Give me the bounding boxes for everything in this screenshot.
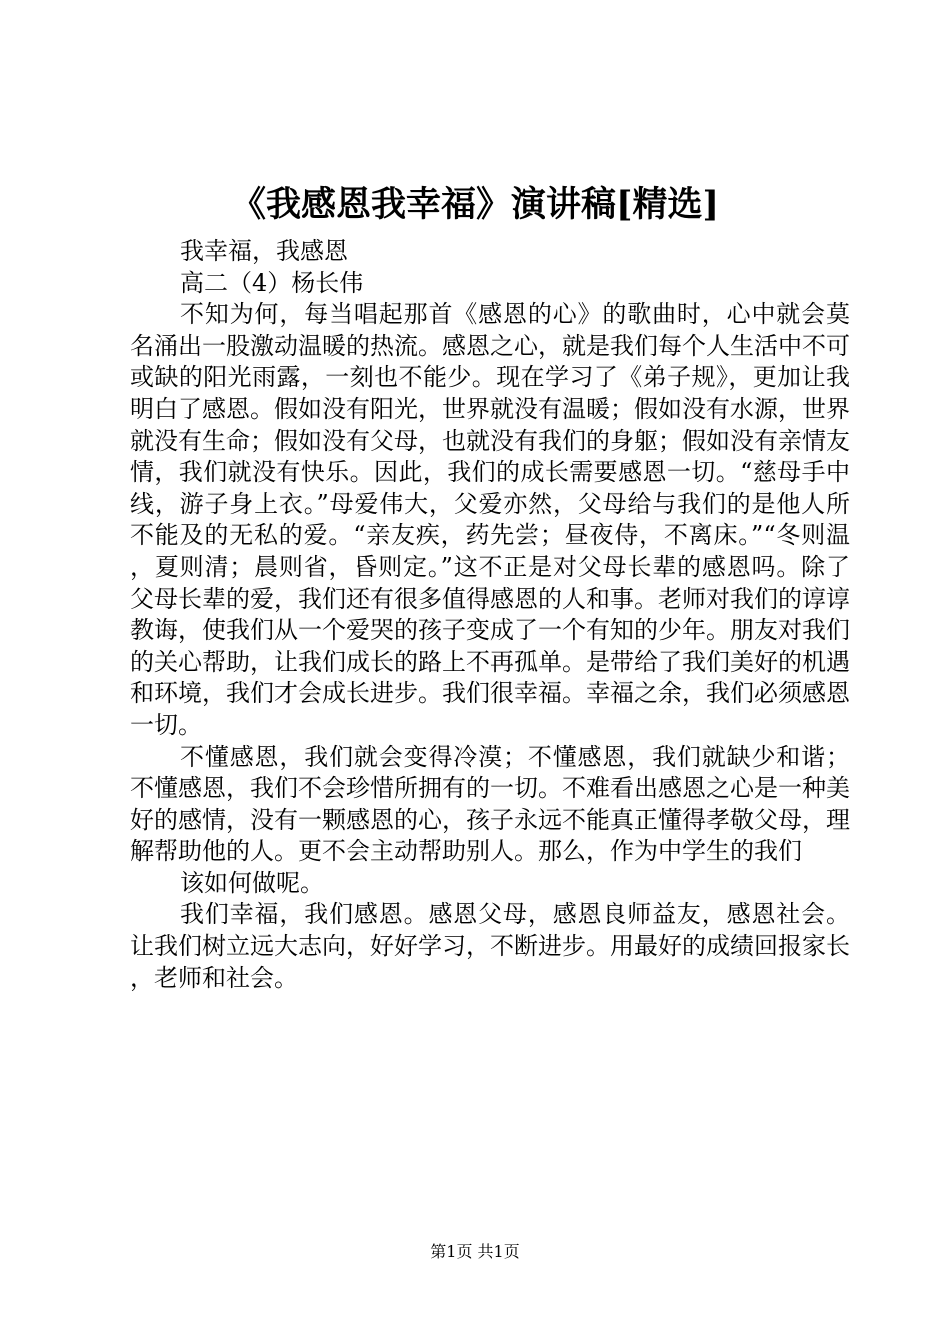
document-body <box>130 236 850 994</box>
body-paragraph: 该如何做呢。 <box>180 868 324 897</box>
body-paragraph: 不知为何，每当唱起那首《感恩的心》的歌曲时，心中就会莫名涌出一股激动温暖的热流。感恩之心，就是我们每个人生活中不可或缺的阳光雨露，一刻也不能少。现在学习了《弟子规》，更加让我明白了感恩。假如没有阳光，世界就没有温暖；假如没有水源，世界就没有生命；假如没有父母，也就没有我们的身躯；假如没有亲情友情，我们就没有快乐。因此，我们的成长需要感恩一切。“慈母手中线，游子身上衣。”母爱伟大，父爱亦然，父母给与我们的是他人所不能及的无私的爱。“亲友疾，药先尝；昼夜侍，不离床。”“冬则温，夏则清；晨则省，昏则定。”这不正是对父母长辈的感恩吗。除了父母长辈的爱，我们还有很多值得感恩的人和事。老师对我们的谆谆教诲，使我们从一个爱哭的孩子变成了一个有知的少年。朋友对我们的关心帮助，让我们成长的路上不再孤单。是带给了我们美好的机遇和环境，我们才会成长进步。我们很幸福。幸福之余，我们必须感恩一切。 <box>130 300 850 739</box>
subtitle-line: 我幸福，我感恩 <box>180 237 348 265</box>
document-title: 《我感恩我幸福》演讲稿[精选] <box>230 184 720 225</box>
author-line: 高二（4）杨长伟 <box>180 268 364 297</box>
page-number-footer: 第1页 共1页 <box>430 1242 520 1261</box>
body-paragraph: 不懂感恩，我们就会变得冷漠；不懂感恩，我们就缺少和谐；不懂感恩，我们不会珍惜所拥有的一切。不难看出感恩之心是一种美好的感情，没有一颗感恩的心，孩子永远不能真正懂得孝敬父母，理解帮助他的人。更不会主动帮助别人。那么，作为中学生的我们 <box>130 742 850 866</box>
body-paragraph: 我们幸福，我们感恩。感恩父母，感恩良师益友，感恩社会。让我们树立远大志向，好好学习，不断进步。用最好的成绩回报家长，老师和社会。 <box>130 900 850 992</box>
